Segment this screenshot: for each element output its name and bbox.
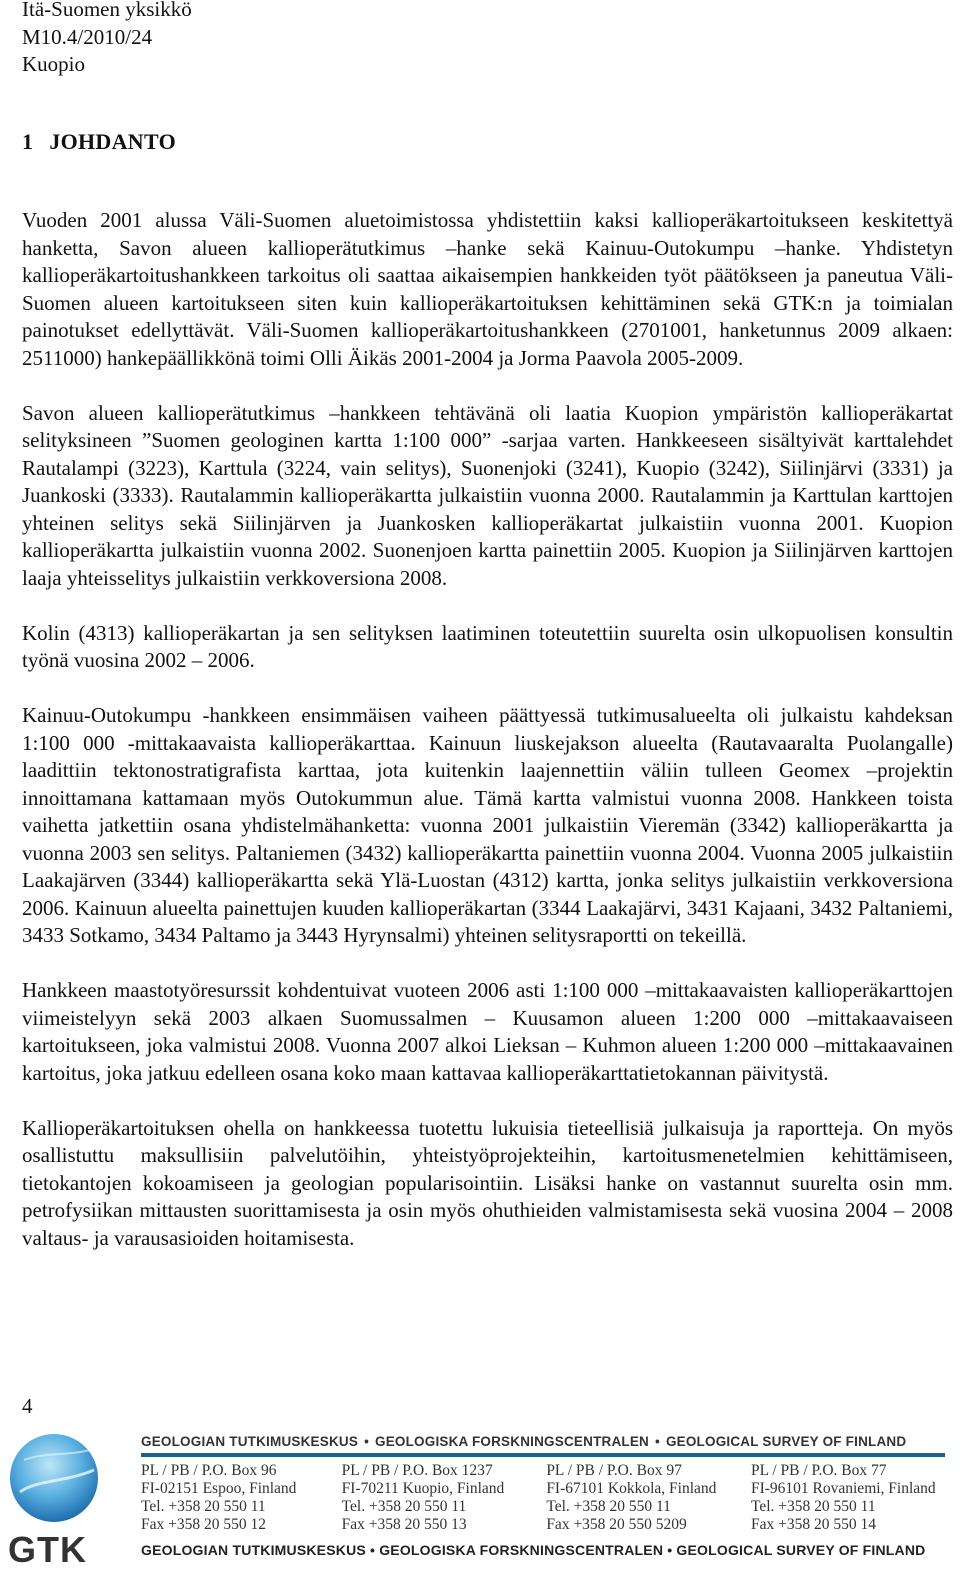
footer-name-fi: GEOLOGIAN TUTKIMUSKESKUS [141, 1434, 359, 1449]
office-espoo [141, 1462, 337, 1534]
report-city: Kuopio [22, 52, 85, 76]
office-fax: Fax +358 20 550 5209 [546, 1516, 687, 1533]
paragraph: Hankkeen maastotyöresurssit kohdentuivat vuoteen 2006 asti 1:100 000 –mittakaavaisten kallioperäkarttojen viimeistelyyn sekä 2003 alkaen Suomussalmen – Kuusamon alueen 1:200 000 –mittakaavaiseen kartoitukseen, joka valmistui 2008. Vuonna 2007 alkoi Lieksan – Kuhmon alueen 1:200 000 –mittakaavainen kartoitus, joka jatkuu edelleen osana koko maan kattavaa kallioperäkarttatietokannan päivitystä. [22, 978, 953, 1085]
footer-separator: • [655, 1434, 660, 1449]
office-fax: Fax +358 20 550 14 [750, 1516, 876, 1533]
footer-rule [141, 1453, 945, 1457]
report-header [22, 0, 192, 79]
paragraph: Savon alueen kallioperätutkimus –hankkeen tehtävänä oli laatia Kuopion ympäristön kallioperäkartat selityksineen ”Suomen geologinen kartta 1:100 000” -sarjaa varten. Hankkeeseen sisältyivät karttalehdet Rautalampi (3223), Karttula (3224, vain selitys), Suonenjoki (3241), Kuopio (3242), Siilinjärvi (3331) ja Juankoski (3333). Rautalammin kallioperäkartta julkaistiin vuonna 2000. Rautalammin ja Karttulan karttojen yhteinen selitys sekä Siilinjärven ja Juankosken kallioperäkartat julkaistiin vuonna 2001. Kuopion kallioperäkartta julkaistiin vuonna 2002. Suonenjoen kartta painettiin 2005. Kuopion ja Siilinjärven karttojen laaja yhteisselitys julkaistiin verkkoversiona 2008. [22, 400, 953, 590]
office-tel: Tel. +358 20 550 11 [546, 1498, 671, 1515]
office-box: PL / PB / P.O. Box 77 [750, 1462, 887, 1479]
paragraph: Kallioperäkartoituksen ohella on hankkeessa tuotettu lukuisia tieteellisiä julkaisuja ja raportteja. On myös osallistuttu maksullisiin palvelutöihin, yhteistyöprojekteihin, kartoitusmenetelmien kehittämiseen, tietokantojen kokoamiseen ja geologian popularisointiin. Lisäksi hanke on vastannut suurelta osin mm. petrofysiikan mittausten suorittamisesta ja osin myös ohuthieiden valmistamisesta sekä vuosina 2004 – 2008 valtaus- ja varausasioiden hoitamisesta. [22, 1115, 953, 1250]
gtk-logo [6, 1430, 106, 1570]
office-box: PL / PB / P.O. Box 97 [546, 1462, 682, 1479]
office-addresses [141, 1462, 951, 1534]
footer-separator: • [364, 1434, 369, 1449]
office-rovaniemi [751, 1462, 951, 1534]
body-text [22, 207, 953, 1280]
footer-bottom-band: GEOLOGIAN TUTKIMUSKESKUS • GEOLOGISKA FORSKNINGSCENTRALEN • GEOLOGICAL SURVEY OF FINLAND [141, 1542, 926, 1558]
section-title: JOHDANTO [49, 129, 176, 154]
office-tel: Tel. +358 20 550 11 [141, 1498, 266, 1515]
office-tel: Tel. +358 20 550 11 [341, 1498, 467, 1515]
office-address: FI-02151 Espoo, Finland [141, 1480, 297, 1497]
paragraph: Vuoden 2001 alussa Väli-Suomen aluetoimistossa yhdistettiin kaksi kallioperäkartoitukseen keskitettyä hanketta, Savon alueen kallioperätutkimus –hanke sekä Kainuu-Outokumpu –hanke. Yhdistetyn kallioperäkartoitushankkeen tarkoitus oli saattaa aikaisempien hankkeiden työt päätökseen ja paneutua Väli-Suomen alueen kartoitukseen siten kuin kallioperäkartoituksen kehittäminen sekä GTK:n ja toimialan painotukset edellyttävät. Väli-Suomen kallioperäkartoitushankkeen (2701001, hanketunnus 2009 alkaen: 2511000) hankepäällikkönä toimi Olli Äikäs 2001-2004 ja Jorma Paavola 2005-2009. [22, 208, 953, 370]
report-id: M10.4/2010/24 [22, 24, 153, 49]
office-kuopio [342, 1462, 542, 1534]
svg-text:GTK: GTK [8, 1529, 87, 1570]
office-address: FI-70211 Kuopio, Finland [341, 1480, 505, 1497]
paragraph: Kolin (4313) kallioperäkartan ja sen selityksen laatiminen toteutettiin suurelta osin ulkopuolisen konsultin työnä vuosina 2002 – 2006. [22, 620, 953, 672]
office-address: FI-67101 Kokkola, Finland [546, 1480, 717, 1497]
office-fax: Fax +358 20 550 13 [341, 1516, 467, 1533]
footer-name-sv: GEOLOGISKA FORSKNINGSCENTRALEN [375, 1434, 650, 1449]
page-number: 4 [22, 1394, 33, 1418]
office-address: FI-96101 Rovaniemi, Finland [750, 1480, 936, 1497]
footer-institution-band [141, 1434, 945, 1449]
office-tel: Tel. +358 20 550 11 [750, 1498, 876, 1515]
office-fax: Fax +358 20 550 12 [141, 1516, 266, 1533]
footer-name-en: GEOLOGICAL SURVEY OF FINLAND [665, 1434, 907, 1449]
paragraph: Kainuu-Outokumpu -hankkeen ensimmäisen vaiheen päättyessä tutkimusalueelta oli julkaistu kahdeksan 1:100 000 -mittakaavaista kallioperäkarttaa. Kainuun liuskejakson alueelta (Rautavaaralta Puolangalle) laadittiin tektonostratigrafista karttaa, jota kuitenkin laajennettiin väliin tulleen Geomex –projektin innoittamana kattamaan myös Outokummun alue. Tämä kartta valmistui vuonna 2008. Hankkeen toista vaihetta jatkettiin osana yhdistelmähanketta: vuonna 2001 julkaistiin Vieremän (3342) kallioperäkartta ja vuonna 2003 sen selitys. Paltaniemen (3432) kallioperäkartta painettiin vuonna 2004. Vuonna 2005 julkaistiin Laakajärven (3344) kallioperäkartta sekä Ylä-Luostan (4312) kartta, jonka selitys julkaistiin verkkoversiona 2006. Kainuun alueelta painettujen kuuden kallioperäkartan (3344 Laakajärvi, 3431 Kajaani, 3432 Paltaniemi, 3433 Sotkamo, 3434 Paltamo ja 3443 Hyrynsalmi) yhteinen selitysraportti on tekeillä. [22, 703, 953, 947]
section-number: 1 [22, 129, 34, 154]
office-kokkola [546, 1462, 746, 1534]
office-box: PL / PB / P.O. Box 1237 [341, 1462, 493, 1479]
section-heading [22, 129, 176, 155]
unit-name: Itä-Suomen yksikkö [22, 0, 192, 21]
office-box: PL / PB / P.O. Box 96 [141, 1462, 277, 1479]
